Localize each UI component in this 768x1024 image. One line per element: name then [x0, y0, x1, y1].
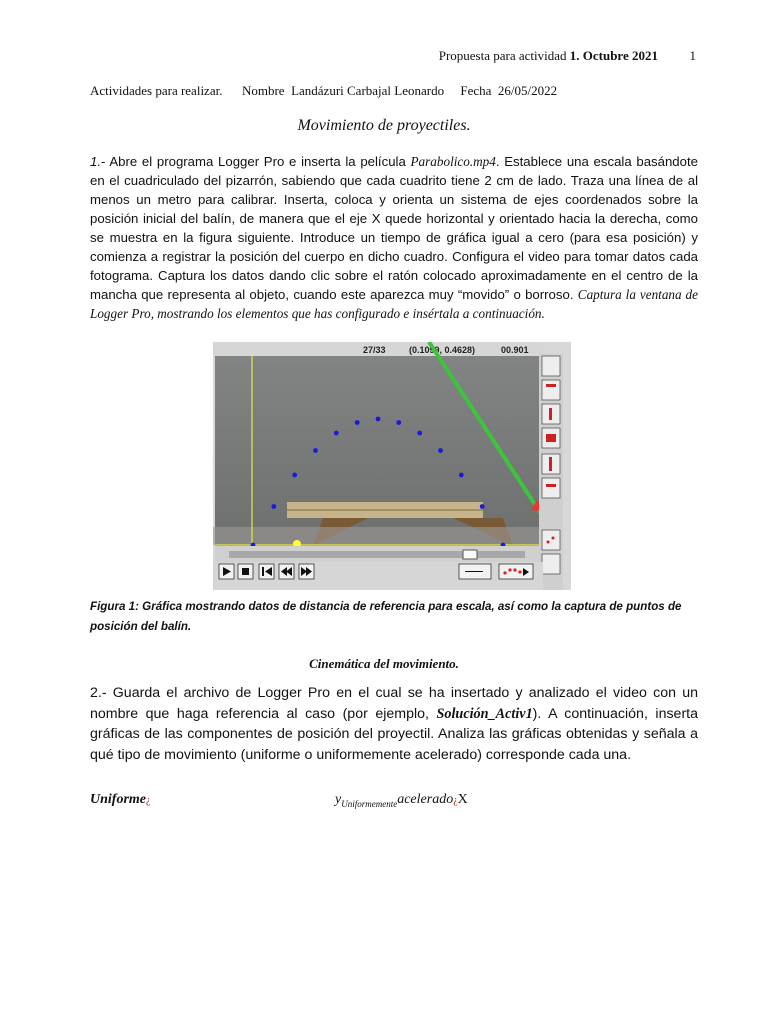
- timeline-thumb[interactable]: [463, 550, 477, 559]
- logger-pro-screenshot: [213, 342, 571, 590]
- meta-label: Actividades para realizar.: [90, 83, 223, 98]
- position-point: [438, 448, 443, 453]
- figure-caption: Figura 1: Gráfica mostrando datos de distancia de referencia para escala, así como la captura de puntos de posición del balín.: [90, 600, 682, 633]
- tool-grid-button[interactable]: [542, 554, 560, 574]
- meta-name: Nombre Landázuri Carbajal Leonardo: [241, 83, 445, 98]
- page-header: [0, 48, 768, 68]
- section-2-paragraph: 2.- Guarda el archivo de Logger Pro en el cual se ha insertado y analizado el video con un nombre que haga referencia al caso (por ejemplo, Solución_Activ1). A continuación, inserta gráficas de las componentes de posición del proyectil. Analiza las gráficas obtenidas y señala a qué tipo de movimiento (uniforme o uniformemente acelerado) corresponde cada una.: [90, 685, 698, 763]
- frame-counter: 27/33: [363, 345, 386, 355]
- time-readout: 00.901: [501, 345, 529, 355]
- film-name: Parabolico.mp4: [410, 154, 496, 169]
- section-subtitle: Cinemática del movimiento.: [309, 656, 459, 671]
- tool-track-button[interactable]: [542, 478, 560, 498]
- motion-labels: [90, 792, 698, 816]
- header-text: Propuesta para actividad 1. Octubre 2021: [438, 48, 658, 63]
- label-uniforme: Uniforme¿: [90, 792, 151, 807]
- label-uniformemente-acelerado: $y_{Uniformemente}acelerado¿X$: [335, 792, 468, 809]
- student-meta: [90, 83, 557, 99]
- page-title: Movimiento de proyectiles.: [297, 117, 471, 134]
- tool-delete-button[interactable]: [542, 530, 560, 550]
- position-point: [334, 431, 339, 436]
- page-number: 1: [689, 48, 696, 63]
- position-point: [396, 420, 401, 425]
- coords-readout: (0.1099, 0.4628): [409, 345, 476, 355]
- timeline-track[interactable]: [229, 551, 525, 558]
- position-point: [459, 473, 464, 478]
- position-point: [376, 417, 381, 422]
- position-point: [292, 473, 297, 478]
- position-point: [417, 431, 422, 436]
- position-point: [480, 504, 485, 509]
- position-point: [355, 420, 360, 425]
- meta-date: Fecha 26/05/2022: [460, 83, 558, 98]
- section-1-number: 1.: [90, 154, 101, 169]
- tool-origin-button[interactable]: [542, 380, 560, 400]
- capture-instruction: Captura la ventana de Logger Pro, mostrando los elementos que has configurado e insértala a continuación.: [90, 287, 698, 321]
- position-point: [313, 448, 318, 453]
- tool-select-button[interactable]: [542, 356, 560, 376]
- example-filename: Solución_Activ1: [436, 705, 533, 722]
- position-point: [271, 504, 276, 509]
- section-1-paragraph: 1.- Abre el programa Logger Pro e inserta la película Parabolico.mp4. Establece una escala basándote en el cuadriculado del pizarrón, sabiendo que cada cuadrito tiene 2 cm de lado. Traza una línea de al menos un metro para calibrar. Inserta, coloca y orienta un sistema de ejes coordenados sobre la posición inicial del balín, de manera que el eje X quede horizontal y orientado hacia la derecha, como se muestra en la figura siguiente. Introduce un tiempo de gráfica igual a cero (para esa posición) y comienza a registrar la posición del cuerpo en dicho cuadro. Configura el video para tomar datos cada fotograma. Captura los datos dando clic sobre el ratón colocado aproximadamente en el centro de la mancha que representa al objeto, cuando este aparezca muy “movido” o borroso. Captura la ventana de Logger Pro, mostrando los elementos que has configurado e insértala a continuación.: [90, 154, 698, 321]
